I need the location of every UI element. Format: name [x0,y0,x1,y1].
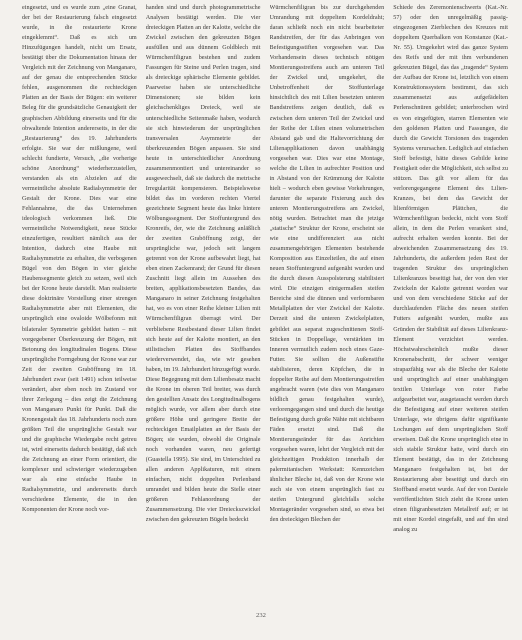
text-column-3 [270,3,385,603]
column-3-text: Würmchenfiligran bis zur durchgehenden Umrandung mit doppeltem Kordeldraht; daran schließt noch ein nicht bearbeiteter Randstreifen, der für das Anbringen von Befestigungsstiften vorgesehen war. Das Vorhandensein dieses technisch nötigen Montierungsstreifens auch am unteren Teil der Zwickel und, umgekehrt, die Unbetroffenheit der Stoffunterlage hinsichtlich des mit Lilien besetzten unteren Bandstreifens zeigen deutlich, daß es zwischen dem unteren Teil der Zwickel und der Reihe der Lilien einen volumetrischen Abstand gab und die Haltevorrichtung der Lilienapplikationen davon unabhängig vorgesehen war. Dies war eine Montage, welche die Lilien in aufrechter Position und in Abstand von der Krümmung der Kalotte hielt – wodurch eben gewisse Vorkehrungen, darunter die separate Fixierung auch des unteren Montierungsstreifens am Zwickel, nötig wurden. Betrachtet man die jetzige „statische“ Struktur der Krone, erscheint sie wie eine undifferenziert aus nicht zusammengehörigen Elementen bestehende Komposition aus Einzelteilen, die auf einen neuen Stoffuntergrund aufgenäht wurden und die durch diesen Ausspolsterung stabilisiert wird. Die einzigen einigermaßen steifen Bereiche sind die dünnen und verformbaren Metallplatten der vier Zwickel der Kalotte. Derzeit sind die unteren Zwickelplatten, gebildet aus separat zugeschnittenen Stoff-Stücken in Doppellage, verstärkten im Inneren vermutlich zudem noch eines Gaze-Futter. Sie sollten die Außenstifte stabilisieren, deren Köpfchen, die in doppelter Reihe auf dem Montierungsstreifen angebracht waren (wie dies von Manganaro bildlich genau festgehalten wurde), verlorengegangen sind und durch die heutige Befestigung durch große Nähte mit sichtbaren Fäden ersetzt sind. Daß die Montierungsränder für das Anrichten vorgesehen waren, lehrt der Vergleich mit der gleichzeitigen Produktion innerhalb der palermitanischen Werkstatt: Kennzeichen ähnlicher Bleche ist, daß von der Krone wie auch sie von einem ursprünglich fast zu steifen Untergrund gleichfalls solche Montageränder vorgesehen sind, so etwa bei den dreieckigen Blechen der [269,5,385,524]
column-2-text: handen sind und durch photogrammetrische Analysen bestätigt werden. Die vier dreieckigen Platten an der Kalotte, welche die Zwickel zwischen den gekreuzten Bögen ausfüllen und aus dünnem Goldblech mit Würmchenfiligran bestehen und zudem Fassungen für Steine und Perlen tragen, sind als dreieckige sphärische Elemente gebildet. Paarweise haben sie unterschiedliche Dimensionen; sie bilden kein gleichschenkliges Dreieck, weil sie unterschiedliche Seitenmaße haben, wodurch sie sich hinwiederum der ursprünglichen transversalen Asymmetrie der überkreuzenden Bögen anpassen. Sie sind heute in unterschiedlicher Anordnung zusammenmontiert und untereinander so ausgewechselt, daß sie dadurch die metrische Irregularität kompensieren. Beispielsweise bildet das im vorderen rechten Viertel gezeichnete Segment heute das linke hintere Wölbungssegment. Der Stoffuntergrund des Kronreifs, der, wie die Zeichnung anläßlich der zweiten Graböffnung zeigt, der ursprüngliche war, jedoch seit langem getrennt von der Krone aufbewahrt liegt, hat eben einen Zackenrand; der Grund für diesen Zuschnitt liegt allein im Aussehen des breiten, applikationsbesetzten Bandes, das Manganaro in seiner Zeichnung festgehalten hat, wo es von einer Reihe kleiner Lilien mit Würmchenfiligran überragt wird. Der verbliebene Restbestand dieser Lilien findet sich heute auf der Kalotte montiert, an den stilistischen Platten des Stoffbandes wiederverwendet, das, wie wir gesehen haben, im 19. Jahrhundert hinzugefügt wurde. Diese Begegnung mit dem Lilienbesatz macht die Krone im oberen Teil breiter, was durch den gestellten Ansatz des Longitudinalbogens möglich wurde, vor allem aber durch eine größere Höhe und geringere Breite der rechteckigen Emailplatten an der Basis der Bögen; sie wurden, obwohl die Originale noch vorhanden waren, neu gefertigt (Guastella 1995). Sie sind, im Unterschied zu allen anderen Applikaturen, mit einem einfachen, nicht doppelten Perlenband umrandet und bilden heute die Stelle einer größeren Fehlanordnung der Zusammensetzung. Die vier Dreieckszwickel zwischen den gekreuzten Bügeln bedeckt [145,5,261,524]
column-4-text: Schiede des Zeremonienschwerts (Kat.-Nr. 57) oder den unregelmäßig passig-eingezogenen Zierblechen des Kreuzes mit doppeltem Querbalken von Konstanze (Kat.-Nr. 55). Umgekehrt wird das ganze System des Reifs und der mit ihm verbundenen gekreuzten Bügel, das das „tragende“ System der Aufbau der Krone ist, letztlich von einem Konstruktionssystem bestimmt, das sich zusammensetzt aus aufgefädelten Perlenschnüren gebildet; unterbrochen wird es von eingefügten, starren Elementen wie den goldenen Platten und Fassungen, die durch die Gewicht Torsionen des tragenden Systems verursachen. Lediglich auf einfachen Stoff befestigt, hätte dieses Gebilde keine Festigkeit oder die Möglichkeit, sich selbst zu stützen. Das gilt vor allem für das verlorengegangene Element des Lilien-Kranzes, bei dem das Gewicht der lilienförmigen Plättchen, die Würmchenfiligran bedeckt, nicht vom Stoff allein, in dem die Perlen verankert sind, aufrecht erhalten werden konnte. Bei der abweichenden Zusammensetzung des 19. Jahrhunderts, die außerdem jeden Rest der tragenden Struktur des ursprünglichen Lilienkranzes beseitigt hat, der von den vier Zwickeln der Kalotte getrennt worden war und von dem verschiedene Stücke auf der durchlaufenden Fläche des neuen steifen Futters aufgenäht wurden, mußte aus Gründen der Stabilität auf dieses Lilienkranz-Element verzichtet werden. Höchstwahrscheinlich mußte dieser Kronenabschnitt, der schwer weniger strapazfähig war als die Bleche der Kalotte und ursprünglich auf einer unabhängigen textilen Unterlage von roter Farbe aufgearbeitet war, ausgetauscht werden durch die Befestigung auf einer weiteren steifen Unterlage, wie übrigens dafür signifikante Lochungen auf dem ursprünglichen Stoff erweisen. Daß die Krone ursprünglich eine in sich stabile Struktur hatte, wird durch ein Element bestätigt, das in der Zeichnung Manganaro festgehalten ist, bei der Restaurierung aber beseitigt und durch ein Stoffband ersetzt wurde. Auf der von Daniele veröffentlichten Stich zieht die Krone unten einen filigranbesetzten Metallreif auf; er ist mit einer Kordel eingefaßt, und auf ihn sind analog zu [393,5,508,534]
text-columns [22,3,508,603]
text-column-2 [146,3,261,603]
column-1-text: eingesetzt, und es wurde zum „eine Granat, der bei der Restaurierung falsch eingesetzt wurde, in die restaurierte Krone eingeklemmt“. Daß es sich um Hinzufügungen handelt, nicht um Ersatz, bestätigt über die Dokumentation hinaus der Vergleich mit der Zeichnung von Manganaro, auf der genau die entsprechenden Stücke fehlen, ausgenommen die rechteckigen Platten an der Basis der Bügen: ein weiterer Beleg für die grundsätzliche Genauigkeit der graphischen Abbildung einerseits und für die obwaltende Intention andererseits, in der die „Restaurierung“ des 19. Jahrhunderts erfolgte. Sie war der mißlungene, weil schlecht fundierte, Versuch, „die vorherige schöne Anordnung“ wiederherzustellen, verstanden als ein Abzielen auf die vermeintliche absolute Radialsymmetrie der Gestalt der Krone. Dies war eine Fehlannahme, die das Unternehmen ideologisch verkommen ließ. Die vermeintliche Notwendigkeit, neue Stücke einzufertigen, resultiert nämlich aus der Intention, dadurch eine Haube mit Radialsymmetrie zu erhalten, die verbogenen Bügel von den Bögen in vier gleiche Haubensegmente gleich zu setzen, weil sich bei der Krone heute darstellt. Man realisierte diese doktrinäre Vorstellung einer strengen Radialsymmetrie aber mit Elementen, die ursprünglich eine ovaloide Wölbefonm mit bilateraler Symmetrie gebildet hatten – mit vorgegebener Überkreuzung der Bögen, mit Betonung des longitudinalen Bogens. Diese ursprüngliche Formgebung der Krone war zur Zeit der zweiten Graböffnung im 18. Jahrhundert zwar (seit 1491) schon teilweise verändert, aber eben noch im Zustand vor ihrer Zerlegung – dies zeigt die Zeichnung von Manganaro Punkt für Punkt. Daß die Kronengestalt das 18. Jahrhunderts noch zum größten Teil die ursprüngliche Gestalt war und die graphische Wiedergabe recht getreu ist, wird einerseits dadurch bestätigt, daß sich die Zeichnung an einer Form orientiert, die komplexer und schwieriger wiederzugeben war als eine einfache Haube in Radialsymmetrie, und andererseits durch verschiedene Elemente, die in den Komponenten der Krone noch vor- [22,5,137,514]
text-column-4 [393,3,508,603]
page-number: 232 [256,612,266,619]
text-column-1 [22,3,137,603]
